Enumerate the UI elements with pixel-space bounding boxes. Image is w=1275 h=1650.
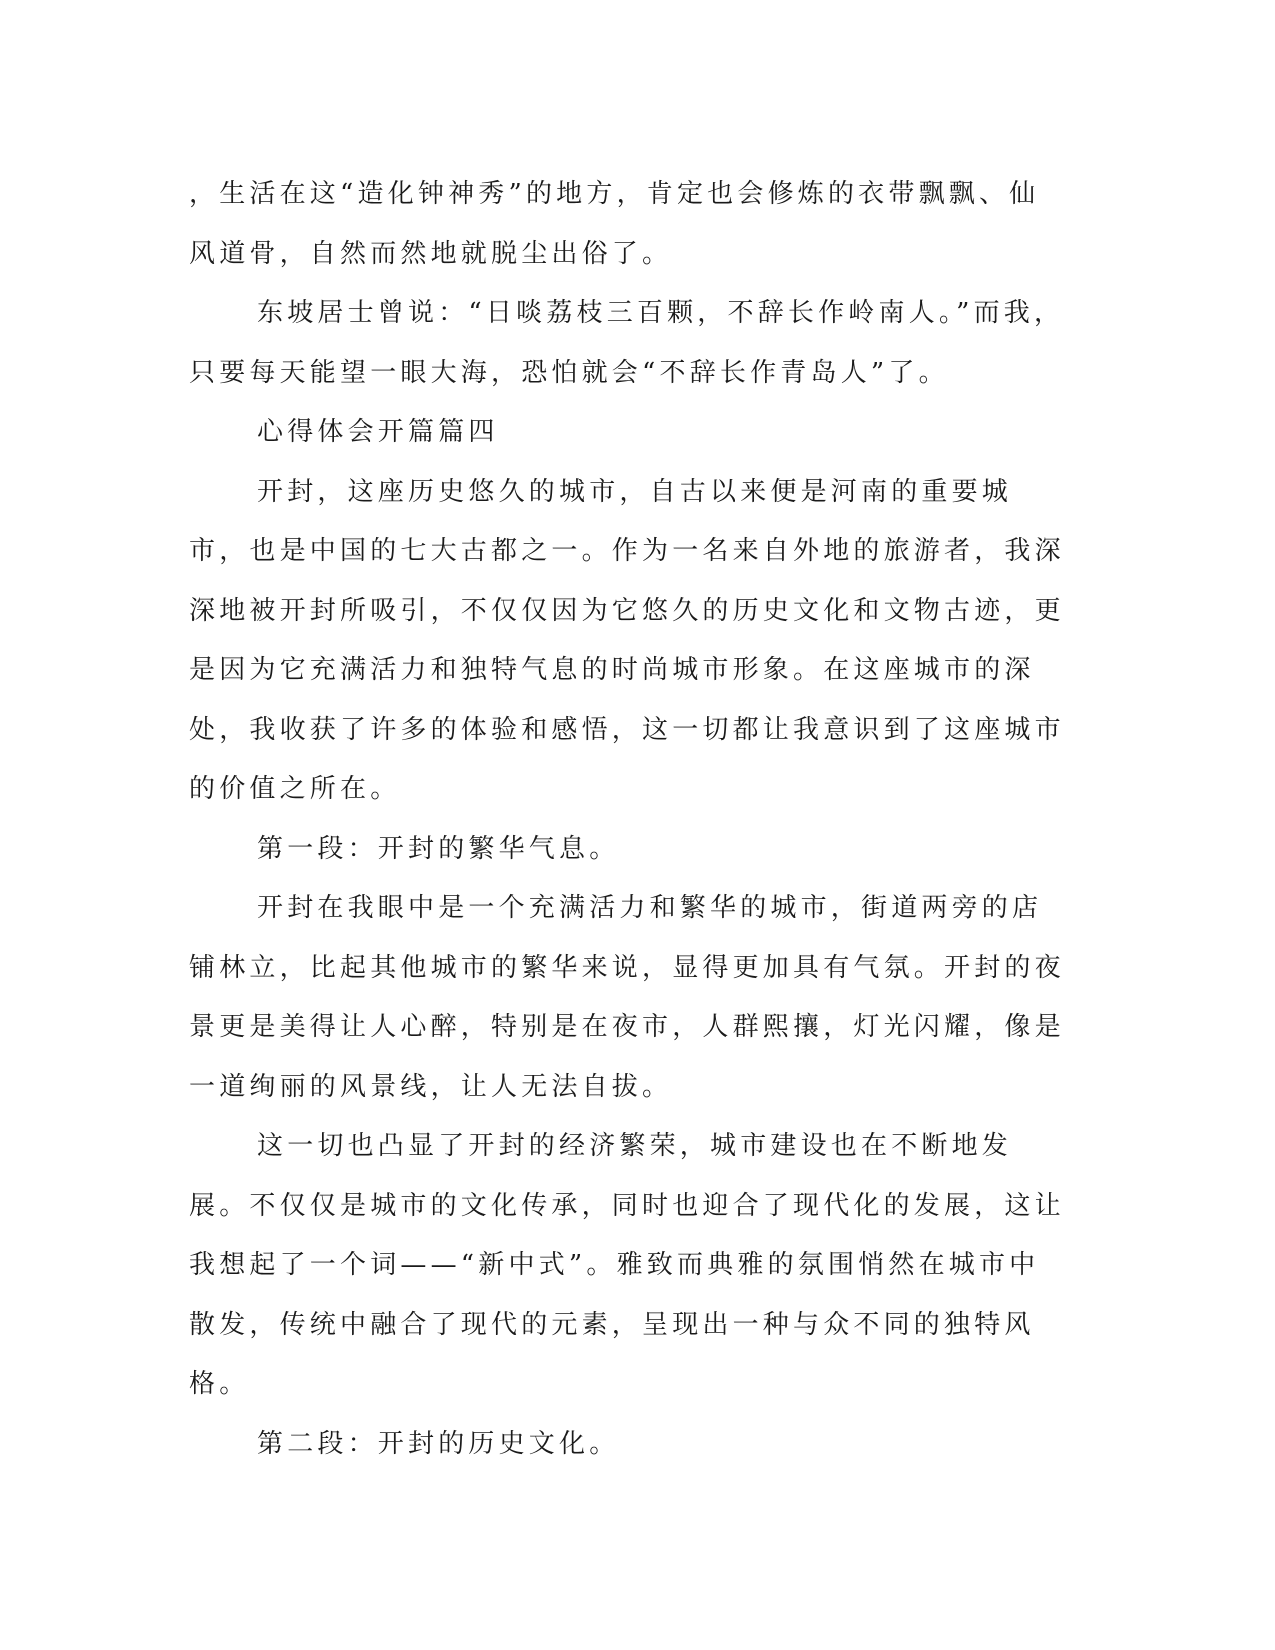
- paragraph-4: 开封在我眼中是一个充满活力和繁华的城市，街道两旁的店铺林立，比起其他城市的繁华来说，显得更加具有气氛。开封的夜景更是美得让人心醉，特别是在夜市，人群熙攘，灯光闪耀，像是一道绚丽的风景线，让人无法自拔。: [189, 893, 1065, 1102]
- paragraph-5: 这一切也凸显了开封的经济繁荣，城市建设也在不断地发展。不仅仅是城市的文化传承，同时也迎合了现代化的发展，这让我想起了一个词——“新中式”。雅致而典雅的氛围悄然在城市中散发，传统中融合了现代的元素，呈现出一种与众不同的独特风格。: [189, 1131, 1065, 1399]
- paragraph-1: ，生活在这“造化钟神秀”的地方，肯定也会修炼的衣带飘飘、仙风道骨，自然而然地就脱尘出俗了。: [189, 179, 1040, 269]
- paragraph-2: 东坡居士曾说：“日啖荔枝三百颗，不辞长作岭南人。”而我，只要每天能望一眼大海，恐怕就会“不辞长作青岛人”了。: [189, 298, 1065, 388]
- document-body: [189, 165, 1069, 1474]
- section-heading-4: 心得体会开篇篇四: [257, 417, 499, 447]
- subheading-part-1: 第一段：开封的繁华气息。: [257, 833, 620, 864]
- subheading-part-2: 第二段：开封的历史文化。: [257, 1428, 620, 1459]
- paragraph-3: 开封，这座历史悠久的城市，自古以来便是河南的重要城市，也是中国的七大古都之一。作为一名来自外地的旅游者，我深深地被开封所吸引，不仅仅因为它悠久的历史文化和文物古迹，更是因为它充满活力和独特气息的时尚城市形象。在这座城市的深处，我收获了许多的体验和感悟，这一切都让我意识到了这座城市的价值之所在。: [189, 476, 1065, 804]
